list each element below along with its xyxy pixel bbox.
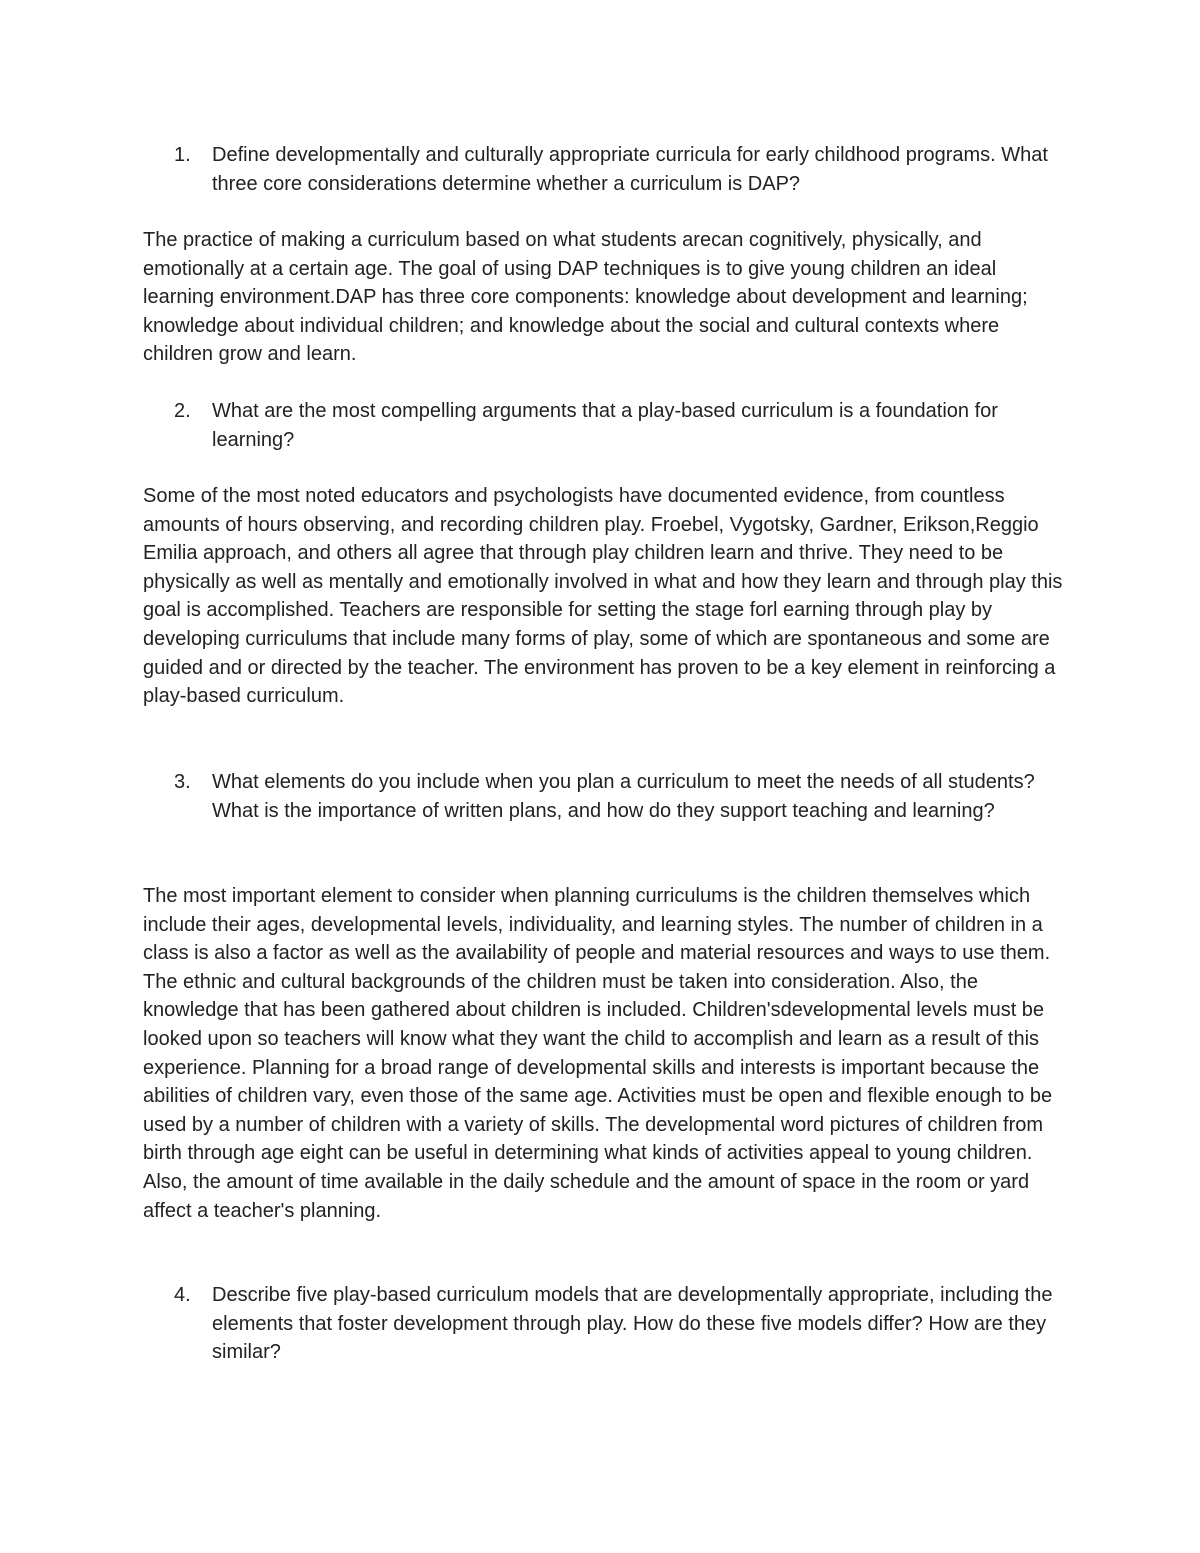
question-text: What elements do you include when you plan a curriculum to meet the needs of all students? What is the importance of written plans, and how do they support teaching and learning? xyxy=(212,771,1035,822)
question-4 xyxy=(144,1281,1084,1367)
question-number: 4. xyxy=(174,1284,191,1306)
question-2 xyxy=(144,397,1084,454)
question-3 xyxy=(144,768,1084,825)
question-1 xyxy=(144,141,1084,198)
answer-2: Some of the most noted educators and psychologists have documented evidence, from countless amounts of hours observing, and recording children play. Froebel, Vygotsky, Gardner, Erikson,Reggio Emilia approach, and others all agree that through play children learn and thrive. They need to be physically as well as mentally and emotionally involved in what and how they learn and through play this goal is accomplished. Teachers are responsible for setting the stage forl earning through play by developing curriculums that include many forms of play, some of which are spontaneous and some are guided and or directed by the teacher. The environment has proven to be a key element in reinforcing a play-based curriculum. xyxy=(143,485,1063,708)
question-text: Describe five play-based curriculum models that are developmentally appropriate, including the elements that foster development through play. How do these five models differ? How are they similar? xyxy=(212,1284,1053,1364)
question-number: 3. xyxy=(174,771,191,793)
answer-3: The most important element to consider when planning curriculums is the children themselves which include their ages, developmental levels, individuality, and learning styles. The number of children in a class is also a factor as well as the availability of people and material resources and ways to use them. The ethnic and cultural backgrounds of the children must be taken into consideration. Also, the knowledge that has been gathered about children is included. Children'sdevelopmental levels must be looked upon so teachers will know what they want the child to accomplish and learn as a result of this experience. Planning for a broad range of developmental skills and interests is important because the abilities of children vary, even those of the same age. Activities must be open and flexible enough to be used by a number of children with a variety of skills. The developmental word pictures of children from birth through age eight can be useful in determining what kinds of activities appeal to young children. Also, the amount of time available in the daily schedule and the amount of space in the room or yard affect a teacher's planning. xyxy=(143,885,1053,1222)
answer-1: The practice of making a curriculum based on what students arecan cognitively, physically, and emotionally at a certain age. The goal of using DAP techniques is to give young children an ideal learning environment.DAP has three core components: knowledge about development and learning; knowledge about individual children; and knowledge about the social and cultural contexts where children grow and learn. xyxy=(143,229,1028,366)
question-text: Define developmentally and culturally appropriate curricula for early childhood programs. What three core considerations determine whether a curriculum is DAP? xyxy=(212,144,1048,195)
question-text: What are the most compelling arguments that a play-based curriculum is a foundation for learning? xyxy=(212,400,998,451)
question-number: 1. xyxy=(174,144,191,166)
question-number: 2. xyxy=(174,400,191,422)
